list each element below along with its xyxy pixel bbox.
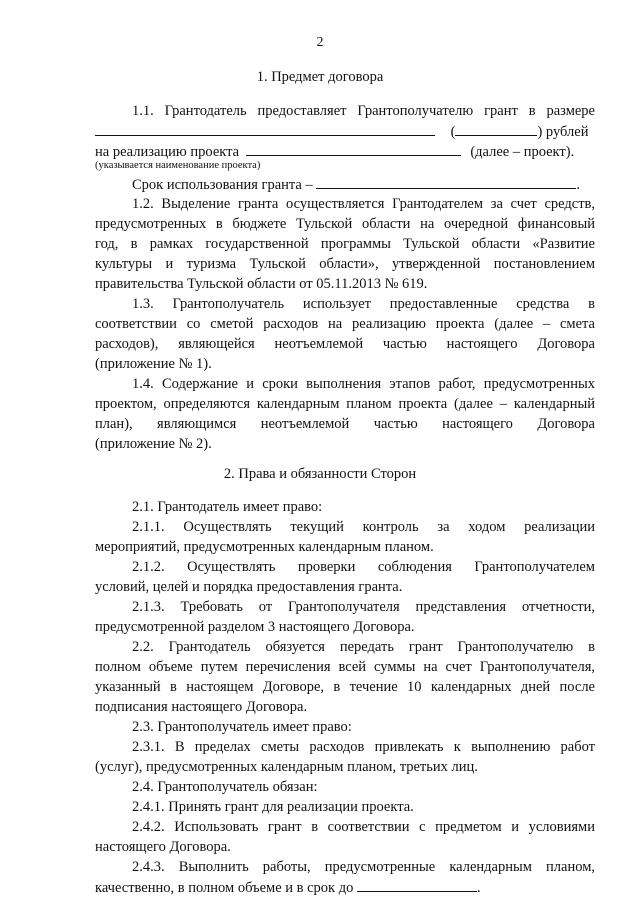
grant-amount-words-blank <box>455 124 537 136</box>
project-name-note: (указывается наименование проекта) <box>95 160 261 171</box>
clause-2-3-1-line-2: (услуг), предусмотренных календарным планом, третьих лиц. <box>95 759 478 775</box>
clause-2-4-1: 2.4.1. Принять грант для реализации проекта. <box>132 799 414 815</box>
clause-1-3-line-4: (приложение № 1). <box>95 356 212 372</box>
grant-term-line: Срок использования гранта – . <box>132 177 580 193</box>
clause-2-2-line-3: указанный в настоящем Договоре, в течение 10 календарных дней после <box>95 679 595 695</box>
clause-1-1-line-3: на реализацию проекта (далее – проект). <box>95 144 575 160</box>
clause-2-1: 2.1. Грантодатель имеет право: <box>132 499 323 515</box>
clause-1-1-line-2: ( ) рублей <box>95 124 595 140</box>
clause-1-4-line-1: 1.4. Содержание и сроки выполнения этапов работ, предусмотренных <box>132 376 595 392</box>
clause-2-1-1-line-2: мероприятий, предусмотренных календарным планом. <box>95 539 434 555</box>
clause-2-4-3-line-1: 2.4.3. Выполнить работы, предусмотренные календарным планом, <box>132 859 595 875</box>
clause-1-2-line-4: культуры и туризма Тульской области», утвержденной постановлением <box>95 256 595 272</box>
page-number: 2 <box>316 35 324 50</box>
clause-1-2-line-3: год, в рамках государственной программы Тульской области «Развитие <box>95 236 595 252</box>
clause-1-1-line-1: 1.1. Грантодатель предоставляет Грантополучателю грант в размере <box>132 103 595 119</box>
clause-2-2-line-2: полном объеме путем перечисления всей суммы на счет Грантополучателя, <box>95 659 595 675</box>
clause-2-1-1-line-1: 2.1.1. Осуществлять текущий контроль за ходом реализации <box>132 519 595 535</box>
section-1-title: 1. Предмет договора <box>256 69 384 85</box>
clause-1-2-line-5: правительства Тульской области от 05.11.2013 № 619. <box>95 276 428 292</box>
clause-2-1-2-line-1: 2.1.2. Осуществлять проверки соблюдения Грантополучателем <box>132 559 595 575</box>
clause-2-2-line-1: 2.2. Грантодатель обязуется передать грант Грантополучателю в <box>132 639 595 655</box>
clause-1-4-line-4: (приложение № 2). <box>95 436 212 452</box>
deadline-blank <box>357 880 477 892</box>
clause-1-3-line-3: расходов), являющейся неотъемлемой частью настоящего Договора <box>95 336 595 352</box>
clause-1-4-line-2: проектом, определяются календарным планом проекта (далее – календарный <box>95 396 595 412</box>
clause-1-2-line-1: 1.2. Выделение гранта осуществляется Грантодателем за счет средств, <box>132 196 595 212</box>
section-2-title: 2. Права и обязанности Сторон <box>223 466 417 482</box>
clause-1-3-line-1: 1.3. Грантополучатель использует предоставленные средства в <box>132 296 595 312</box>
clause-1-2-line-2: предусмотренных в бюджете Тульской области на очередной финансовый <box>95 216 595 232</box>
clause-2-2-line-4: подписания настоящего Договора. <box>95 699 308 715</box>
clause-2-1-3-line-1: 2.1.3. Требовать от Грантополучателя представления отчетности, <box>132 599 595 615</box>
grant-amount-blank <box>95 124 435 136</box>
clause-1-3-line-2: соответствии со сметой расходов на реализацию проекта (далее – смета <box>95 316 595 332</box>
clause-2-3: 2.3. Грантополучатель имеет право: <box>132 719 352 735</box>
grant-term-blank <box>316 177 576 189</box>
clause-1-4-line-3: план), являющимся неотъемлемой частью настоящего Договора <box>95 416 595 432</box>
clause-2-3-1-line-1: 2.3.1. В пределах сметы расходов привлекать к выполнению работ <box>132 739 595 755</box>
clause-2-4-3-line-2: качественно, в полном объеме и в срок до . <box>95 880 481 896</box>
clause-2-1-2-line-2: условий, целей и порядка предоставления гранта. <box>95 579 403 595</box>
clause-2-1-3-line-2: предусмотренной разделом 3 настоящего Договора. <box>95 619 415 635</box>
project-name-blank <box>246 144 461 156</box>
clause-2-4-2-line-1: 2.4.2. Использовать грант в соответствии с предметом и условиями <box>132 819 595 835</box>
clause-2-4-2-line-2: настоящего Договора. <box>95 839 231 855</box>
clause-2-4: 2.4. Грантополучатель обязан: <box>132 779 318 795</box>
